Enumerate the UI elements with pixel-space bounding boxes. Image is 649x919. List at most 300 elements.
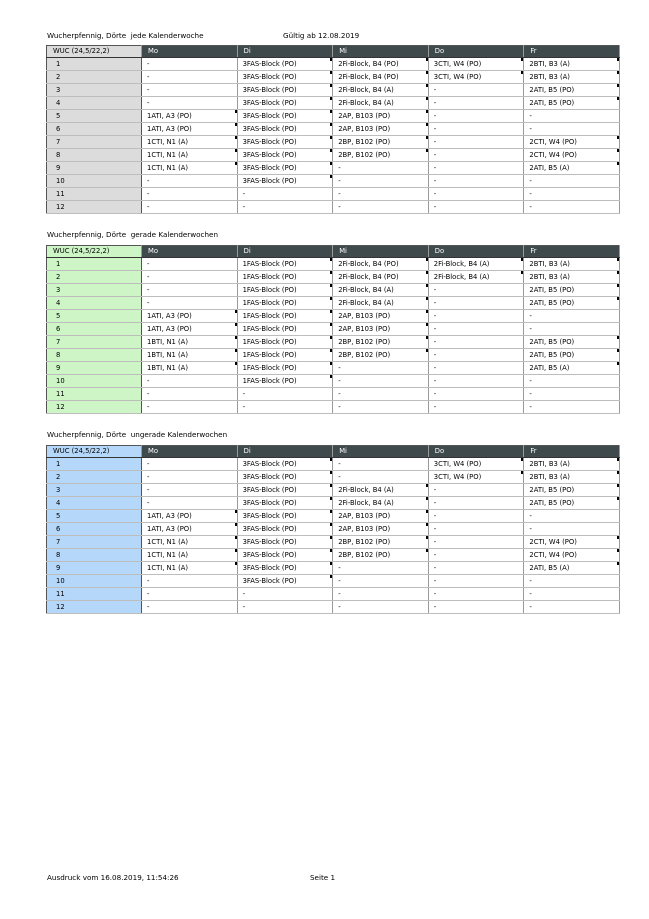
cell-corner-marker	[617, 84, 619, 87]
lesson-cell: 2Fi-Block, B4 (A)	[333, 297, 429, 310]
section-title-even-weeks: Wucherpfennig, Dörte gerade Kalenderwochen	[47, 230, 219, 239]
lesson-cell: -	[428, 84, 524, 97]
period-number: 1	[47, 58, 142, 71]
lesson-cell: -	[428, 188, 524, 201]
lesson-cell: -	[428, 375, 524, 388]
table-row	[47, 388, 620, 401]
lesson-cell: -	[142, 258, 238, 271]
lesson-cell: 1FAS-Block (PO)	[237, 271, 333, 284]
lesson-cell: 1ATI, A3 (PO)	[142, 123, 238, 136]
cell-corner-marker	[617, 149, 619, 152]
lesson-cell: 1BTI, N1 (A)	[142, 362, 238, 375]
lesson-cell: 1FAS-Block (PO)	[237, 362, 333, 375]
lesson-cell: -	[142, 375, 238, 388]
lesson-cell: 2ATI, B5 (PO)	[524, 97, 620, 110]
lesson-cell: -	[524, 575, 620, 588]
lesson-cell: -	[428, 588, 524, 601]
lesson-cell: 2BTI, B3 (A)	[524, 58, 620, 71]
lesson-cell: -	[524, 401, 620, 414]
lesson-cell: -	[428, 110, 524, 123]
lesson-cell: 3FAS-Block (PO)	[237, 136, 333, 149]
lesson-cell: 3CTI, W4 (PO)	[428, 458, 524, 471]
lesson-cell: 2AP, B103 (PO)	[333, 310, 429, 323]
table-header-row	[47, 246, 620, 258]
timetable-every-week	[46, 45, 620, 214]
lesson-cell: -	[237, 188, 333, 201]
lesson-cell: -	[428, 388, 524, 401]
table-row	[47, 349, 620, 362]
cell-corner-marker	[617, 136, 619, 139]
lesson-cell: 2Fi-Block, B4 (A)	[333, 84, 429, 97]
period-number: 11	[47, 588, 142, 601]
lesson-cell: 2BP, B102 (PO)	[333, 336, 429, 349]
lesson-cell: 3FAS-Block (PO)	[237, 110, 333, 123]
table-row	[47, 271, 620, 284]
lesson-cell: -	[333, 162, 429, 175]
period-number: 7	[47, 336, 142, 349]
period-number: 12	[47, 201, 142, 214]
period-number: 10	[47, 175, 142, 188]
page-title: Wucherpfennig, Dörte jede Kalenderwoche	[47, 31, 204, 40]
lesson-cell: -	[142, 201, 238, 214]
lesson-cell: 2BP, B102 (PO)	[333, 349, 429, 362]
lesson-cell: 2ATI, B5 (PO)	[524, 497, 620, 510]
teacher-code-header: WUC (24,5/22,2)	[47, 446, 142, 458]
table-row	[47, 336, 620, 349]
lesson-cell: 1FAS-Block (PO)	[237, 349, 333, 362]
lesson-cell: 2Fi-Block, B4 (PO)	[333, 271, 429, 284]
lesson-cell: 2BTI, B3 (A)	[524, 471, 620, 484]
teacher-code-header: WUC (24,5/22,2)	[47, 46, 142, 58]
day-header: Fr	[524, 446, 620, 458]
lesson-cell: 2BTI, B3 (A)	[524, 271, 620, 284]
period-number: 9	[47, 162, 142, 175]
lesson-cell: -	[142, 175, 238, 188]
lesson-cell: -	[428, 123, 524, 136]
lesson-cell: 3FAS-Block (PO)	[237, 562, 333, 575]
table-row	[47, 536, 620, 549]
period-number: 6	[47, 123, 142, 136]
lesson-cell: -	[428, 575, 524, 588]
lesson-cell: 2AP, B103 (PO)	[333, 510, 429, 523]
lesson-cell: 2Fi-Block, B4 (A)	[333, 284, 429, 297]
day-header: Fr	[524, 46, 620, 58]
lesson-cell: 1FAS-Block (PO)	[237, 258, 333, 271]
lesson-cell: -	[428, 149, 524, 162]
table-row	[47, 58, 620, 71]
day-header: Do	[428, 446, 524, 458]
lesson-cell: 2BP, B102 (PO)	[333, 536, 429, 549]
period-number: 4	[47, 297, 142, 310]
lesson-cell: 3FAS-Block (PO)	[237, 536, 333, 549]
lesson-cell: -	[333, 562, 429, 575]
cell-corner-marker	[617, 297, 619, 300]
lesson-cell: -	[428, 323, 524, 336]
lesson-cell: 2Fi-Block, B4 (A)	[428, 258, 524, 271]
lesson-cell: -	[142, 284, 238, 297]
table-row	[47, 136, 620, 149]
cell-corner-marker	[617, 97, 619, 100]
lesson-cell: 2BP, B102 (PO)	[333, 149, 429, 162]
cell-corner-marker	[617, 271, 619, 274]
lesson-cell: -	[428, 175, 524, 188]
lesson-cell: -	[142, 497, 238, 510]
table-header-row	[47, 446, 620, 458]
lesson-cell: 2ATI, B5 (A)	[524, 162, 620, 175]
lesson-cell: -	[333, 471, 429, 484]
lesson-cell: -	[428, 497, 524, 510]
lesson-cell: 3FAS-Block (PO)	[237, 510, 333, 523]
lesson-cell: -	[333, 588, 429, 601]
lesson-cell: 3FAS-Block (PO)	[237, 497, 333, 510]
day-header: Mo	[142, 246, 238, 258]
lesson-cell: 2Fi-Block, B4 (PO)	[333, 258, 429, 271]
lesson-cell: -	[237, 201, 333, 214]
lesson-cell: 1FAS-Block (PO)	[237, 323, 333, 336]
period-number: 12	[47, 601, 142, 614]
lesson-cell: -	[524, 388, 620, 401]
period-number: 3	[47, 284, 142, 297]
lesson-cell: -	[333, 601, 429, 614]
table-row	[47, 323, 620, 336]
day-header: Di	[237, 246, 333, 258]
lesson-cell: -	[428, 310, 524, 323]
period-number: 11	[47, 388, 142, 401]
lesson-cell: 2ATI, B5 (PO)	[524, 336, 620, 349]
cell-corner-marker	[617, 336, 619, 339]
period-number: 5	[47, 310, 142, 323]
table-row	[47, 71, 620, 84]
lesson-cell: -	[237, 588, 333, 601]
period-number: 3	[47, 84, 142, 97]
table-row	[47, 458, 620, 471]
lesson-cell: -	[333, 388, 429, 401]
lesson-cell: -	[428, 297, 524, 310]
lesson-cell: 1CTI, N1 (A)	[142, 149, 238, 162]
period-number: 2	[47, 471, 142, 484]
lesson-cell: -	[142, 601, 238, 614]
lesson-cell: 2CTI, W4 (PO)	[524, 536, 620, 549]
period-number: 10	[47, 575, 142, 588]
lesson-cell: -	[428, 523, 524, 536]
day-header: Mo	[142, 446, 238, 458]
cell-corner-marker	[617, 497, 619, 500]
table-row	[47, 188, 620, 201]
period-number: 8	[47, 549, 142, 562]
lesson-cell: -	[524, 588, 620, 601]
day-header: Do	[428, 46, 524, 58]
lesson-cell: 1CTI, N1 (A)	[142, 536, 238, 549]
lesson-cell: 3FAS-Block (PO)	[237, 471, 333, 484]
lesson-cell: -	[142, 575, 238, 588]
lesson-cell: 2Fi-Block, B4 (A)	[333, 497, 429, 510]
lesson-cell: -	[524, 201, 620, 214]
lesson-cell: 3FAS-Block (PO)	[237, 58, 333, 71]
lesson-cell: -	[428, 284, 524, 297]
cell-corner-marker	[617, 549, 619, 552]
lesson-cell: 3FAS-Block (PO)	[237, 162, 333, 175]
lesson-cell: 3FAS-Block (PO)	[237, 175, 333, 188]
print-timestamp: Ausdruck vom 16.08.2019, 11:54:26	[47, 873, 179, 882]
period-number: 12	[47, 401, 142, 414]
lesson-cell: 1ATI, A3 (PO)	[142, 510, 238, 523]
lesson-cell: 2ATI, B5 (PO)	[524, 484, 620, 497]
day-header: Mi	[333, 246, 429, 258]
cell-corner-marker	[617, 484, 619, 487]
table-header-row	[47, 46, 620, 58]
cell-corner-marker	[617, 162, 619, 165]
lesson-cell: 3CTI, W4 (PO)	[428, 71, 524, 84]
lesson-cell: -	[428, 336, 524, 349]
table-row	[47, 362, 620, 375]
lesson-cell: 2ATI, B5 (PO)	[524, 84, 620, 97]
lesson-cell: -	[524, 110, 620, 123]
lesson-cell: -	[333, 575, 429, 588]
lesson-cell: 2CTI, W4 (PO)	[524, 149, 620, 162]
lesson-cell: -	[428, 562, 524, 575]
table-row	[47, 284, 620, 297]
lesson-cell: -	[524, 601, 620, 614]
lesson-cell: 2BTI, B3 (A)	[524, 458, 620, 471]
lesson-cell: -	[428, 484, 524, 497]
table-row	[47, 575, 620, 588]
lesson-cell: 3FAS-Block (PO)	[237, 71, 333, 84]
valid-from-label: Gültig ab 12.08.2019	[283, 31, 360, 40]
lesson-cell: 2ATI, B5 (A)	[524, 562, 620, 575]
period-number: 7	[47, 536, 142, 549]
lesson-cell: -	[524, 175, 620, 188]
period-number: 1	[47, 458, 142, 471]
table-row	[47, 375, 620, 388]
lesson-cell: 2ATI, B5 (PO)	[524, 284, 620, 297]
lesson-cell: -	[428, 601, 524, 614]
lesson-cell: -	[142, 97, 238, 110]
lesson-cell: 3CTI, W4 (PO)	[428, 471, 524, 484]
period-number: 6	[47, 523, 142, 536]
cell-corner-marker	[617, 71, 619, 74]
period-number: 5	[47, 510, 142, 523]
table-row	[47, 588, 620, 601]
period-number: 6	[47, 323, 142, 336]
table-row	[47, 310, 620, 323]
period-number: 1	[47, 258, 142, 271]
lesson-cell: -	[524, 323, 620, 336]
lesson-cell: -	[333, 458, 429, 471]
lesson-cell: -	[142, 71, 238, 84]
cell-corner-marker	[617, 284, 619, 287]
table-row	[47, 97, 620, 110]
lesson-cell: -	[428, 136, 524, 149]
lesson-cell: -	[333, 201, 429, 214]
lesson-cell: 3FAS-Block (PO)	[237, 575, 333, 588]
lesson-cell: 1BTI, N1 (A)	[142, 349, 238, 362]
lesson-cell: -	[142, 58, 238, 71]
lesson-cell: 2BTI, B3 (A)	[524, 71, 620, 84]
cell-corner-marker	[617, 58, 619, 61]
cell-corner-marker	[617, 562, 619, 565]
lesson-cell: -	[142, 401, 238, 414]
day-header: Di	[237, 46, 333, 58]
table-row	[47, 123, 620, 136]
page-number: Seite 1	[310, 873, 336, 882]
day-header: Mi	[333, 446, 429, 458]
period-number: 7	[47, 136, 142, 149]
period-number: 9	[47, 562, 142, 575]
lesson-cell: 2ATI, B5 (PO)	[524, 349, 620, 362]
table-row	[47, 258, 620, 271]
lesson-cell: 3FAS-Block (PO)	[237, 484, 333, 497]
table-row	[47, 497, 620, 510]
cell-corner-marker	[617, 258, 619, 261]
lesson-cell: 2Fi-Block, B4 (PO)	[333, 58, 429, 71]
period-number: 4	[47, 97, 142, 110]
lesson-cell: 1CTI, N1 (A)	[142, 549, 238, 562]
lesson-cell: 2BTI, B3 (A)	[524, 258, 620, 271]
cell-corner-marker	[617, 362, 619, 365]
period-number: 10	[47, 375, 142, 388]
table-row	[47, 175, 620, 188]
lesson-cell: -	[333, 362, 429, 375]
lesson-cell: -	[524, 523, 620, 536]
lesson-cell: -	[142, 471, 238, 484]
lesson-cell: 3FAS-Block (PO)	[237, 97, 333, 110]
lesson-cell: -	[428, 536, 524, 549]
lesson-cell: -	[237, 601, 333, 614]
table-row	[47, 149, 620, 162]
lesson-cell: 1BTI, N1 (A)	[142, 336, 238, 349]
section-title-odd-weeks: Wucherpfennig, Dörte ungerade Kalenderwochen	[47, 430, 228, 439]
timetable-even-weeks	[46, 245, 620, 414]
lesson-cell: -	[333, 175, 429, 188]
lesson-cell: -	[428, 201, 524, 214]
table-row	[47, 562, 620, 575]
lesson-cell: 2Fi-Block, B4 (PO)	[333, 71, 429, 84]
teacher-code-header: WUC (24,5/22,2)	[47, 246, 142, 258]
lesson-cell: 1FAS-Block (PO)	[237, 375, 333, 388]
lesson-cell: -	[237, 401, 333, 414]
timetable-odd-weeks	[46, 445, 620, 614]
lesson-cell: 2AP, B103 (PO)	[333, 523, 429, 536]
table-row	[47, 484, 620, 497]
lesson-cell: 1ATI, A3 (PO)	[142, 110, 238, 123]
lesson-cell: -	[524, 188, 620, 201]
lesson-cell: -	[524, 375, 620, 388]
period-number: 11	[47, 188, 142, 201]
lesson-cell: 1ATI, A3 (PO)	[142, 523, 238, 536]
lesson-cell: -	[142, 388, 238, 401]
period-number: 5	[47, 110, 142, 123]
lesson-cell: -	[142, 271, 238, 284]
cell-corner-marker	[617, 458, 619, 461]
lesson-cell: -	[428, 362, 524, 375]
table-row	[47, 471, 620, 484]
lesson-cell: -	[142, 297, 238, 310]
lesson-cell: 2ATI, B5 (PO)	[524, 297, 620, 310]
lesson-cell: 1FAS-Block (PO)	[237, 297, 333, 310]
lesson-cell: 1FAS-Block (PO)	[237, 336, 333, 349]
lesson-cell: 3CTI, W4 (PO)	[428, 58, 524, 71]
lesson-cell: 3FAS-Block (PO)	[237, 458, 333, 471]
table-row	[47, 549, 620, 562]
period-number: 9	[47, 362, 142, 375]
table-row	[47, 510, 620, 523]
lesson-cell: 1FAS-Block (PO)	[237, 284, 333, 297]
lesson-cell: -	[428, 510, 524, 523]
lesson-cell: 1CTI, N1 (A)	[142, 136, 238, 149]
lesson-cell: 2BP, B102 (PO)	[333, 136, 429, 149]
table-row	[47, 401, 620, 414]
cell-corner-marker	[617, 536, 619, 539]
lesson-cell: -	[237, 388, 333, 401]
lesson-cell: -	[333, 375, 429, 388]
lesson-cell: -	[333, 401, 429, 414]
lesson-cell: -	[142, 188, 238, 201]
lesson-cell: 2Fi-Block, B4 (A)	[428, 271, 524, 284]
lesson-cell: 2Fi-Block, B4 (A)	[333, 484, 429, 497]
lesson-cell: 3FAS-Block (PO)	[237, 123, 333, 136]
lesson-cell: -	[428, 401, 524, 414]
lesson-cell: -	[142, 458, 238, 471]
day-header: Mi	[333, 46, 429, 58]
lesson-cell: -	[142, 84, 238, 97]
lesson-cell: 3FAS-Block (PO)	[237, 84, 333, 97]
lesson-cell: 3FAS-Block (PO)	[237, 523, 333, 536]
lesson-cell: 2Fi-Block, B4 (A)	[333, 97, 429, 110]
period-number: 8	[47, 349, 142, 362]
lesson-cell: -	[524, 310, 620, 323]
cell-corner-marker	[617, 349, 619, 352]
lesson-cell: -	[428, 349, 524, 362]
day-header: Mo	[142, 46, 238, 58]
lesson-cell: -	[142, 588, 238, 601]
period-number: 2	[47, 271, 142, 284]
period-number: 2	[47, 71, 142, 84]
table-row	[47, 201, 620, 214]
lesson-cell: 2CTI, W4 (PO)	[524, 549, 620, 562]
table-row	[47, 523, 620, 536]
lesson-cell: 1ATI, A3 (PO)	[142, 310, 238, 323]
period-number: 8	[47, 149, 142, 162]
table-row	[47, 297, 620, 310]
lesson-cell: 3FAS-Block (PO)	[237, 149, 333, 162]
table-row	[47, 110, 620, 123]
period-number: 3	[47, 484, 142, 497]
day-header: Fr	[524, 246, 620, 258]
lesson-cell: 2AP, B103 (PO)	[333, 323, 429, 336]
lesson-cell: 2BP, B102 (PO)	[333, 549, 429, 562]
table-row	[47, 162, 620, 175]
lesson-cell: 3FAS-Block (PO)	[237, 549, 333, 562]
table-row	[47, 601, 620, 614]
lesson-cell: -	[428, 162, 524, 175]
lesson-cell: -	[524, 510, 620, 523]
lesson-cell: -	[524, 123, 620, 136]
cell-corner-marker	[617, 471, 619, 474]
lesson-cell: 1CTI, N1 (A)	[142, 562, 238, 575]
lesson-cell: 1FAS-Block (PO)	[237, 310, 333, 323]
lesson-cell: 2AP, B103 (PO)	[333, 123, 429, 136]
lesson-cell: 1CTI, N1 (A)	[142, 162, 238, 175]
lesson-cell: 2ATI, B5 (A)	[524, 362, 620, 375]
day-header: Do	[428, 246, 524, 258]
lesson-cell: 1ATI, A3 (PO)	[142, 323, 238, 336]
lesson-cell: -	[428, 97, 524, 110]
lesson-cell: -	[428, 549, 524, 562]
lesson-cell: -	[142, 484, 238, 497]
day-header: Di	[237, 446, 333, 458]
period-number: 4	[47, 497, 142, 510]
lesson-cell: 2CTI, W4 (PO)	[524, 136, 620, 149]
